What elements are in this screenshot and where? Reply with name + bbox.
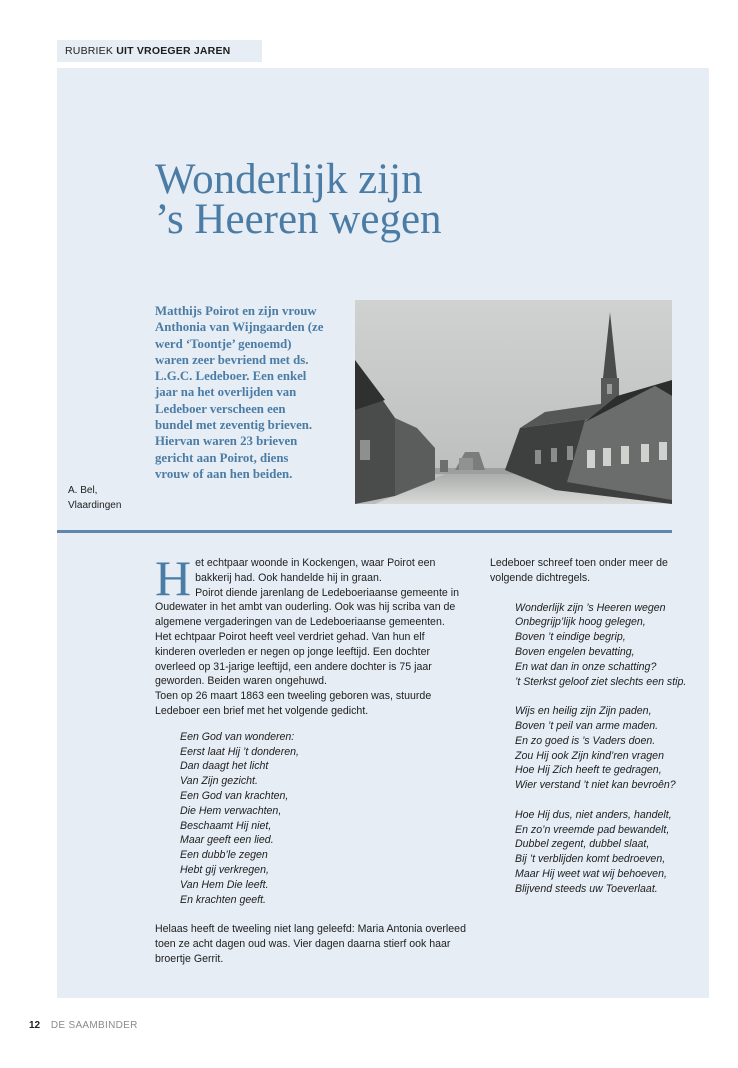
poem-line: Hebt gij verkregen, (180, 863, 269, 876)
body-paragraph-5: Helaas heeft de tweeling niet lang geleefd: Maria Antonia overleed toen ze acht dagen oud was. Vier dagen daarna stierf ook haar broertje Gerrit. (155, 923, 466, 965)
poem-line: Maar Hij weet wat wij behoeven, (515, 867, 667, 880)
poem-line: Bij ’t verblijden komt bedroeven, (515, 853, 666, 866)
village-street-photo (355, 300, 672, 504)
poem-line: Zou Hij ook Zijn kind’ren vragen (515, 749, 664, 762)
rubric-label (57, 40, 262, 62)
poem-line: Wonderlijk zijn ’s Heeren wegen (515, 601, 666, 614)
rubric-prefix: RUBRIEK (65, 45, 114, 57)
poem-line: En zo’n vreemde pad bewandelt, (515, 823, 670, 836)
poem-stanza-1 (515, 601, 702, 690)
poem-line: Hoe Hij Zich heeft te gedragen, (515, 764, 662, 777)
poem-line: Eerst laat Hij ’t donderen, (180, 745, 299, 758)
page-footer (29, 1020, 138, 1031)
poem-line: Boven ’t peil van arme maden. (515, 719, 659, 732)
poem-line: ’t Sterkst geloof ziet slechts een stip. (515, 675, 687, 688)
rubric-title: UIT VROEGER JAREN (116, 45, 231, 57)
poem-line: Boven engelen bevatting, (515, 645, 635, 658)
drop-cap: H (155, 550, 192, 606)
poem-line: Dan daagt het licht (180, 760, 269, 773)
poem-line: Dubbel zegent, dubbel slaat, (515, 838, 650, 851)
body-paragraph-1 (155, 550, 467, 606)
article-intro: Matthijs Poirot en zijn vrouw Anthonia van Wijngaarden (ze werd ‘Toontje’ genoemd) waren zeer bevriend met ds. L.G.C. Ledeboer. Een enkel jaar na het overlijden van Ledeboer verscheen een bundel met zeventig brieven. Hiervan waren 23 brieven gericht aan Poirot, diens vrouw of aan hen beiden. (155, 304, 324, 481)
poem-line: Een God van wonderen: (180, 730, 295, 743)
poem-line: En zo goed is ’s Vaders doen. (515, 734, 656, 747)
article-column-right (490, 556, 702, 897)
poem-line: En krachten geeft. (180, 893, 266, 906)
column-right-intro: Ledeboer schreef toen onder meer de volgende dichtregels. (490, 557, 668, 584)
poem-twins (180, 730, 467, 908)
article-column-left (155, 550, 467, 967)
poem-line: Onbegrijp’lijk hoog gelegen, (515, 616, 646, 629)
poem-line: Van Zijn gezicht. (180, 775, 258, 788)
poem-stanza-2 (515, 704, 702, 793)
poem-line: Een God van krachten, (180, 789, 289, 802)
section-divider (57, 530, 672, 533)
poem-stanza-3 (515, 808, 702, 897)
body-paragraph-4: Toen op 26 maart 1863 een tweeling geboren was, stuurde Ledeboer een brief met het volgende gedicht. (155, 690, 432, 717)
body-paragraph-1-text: et echtpaar woonde in Kockengen, waar Poirot een bakkerij had. Ook handelde hij in graan. (195, 557, 436, 584)
poem-line: Beschaamt Hij niet, (180, 819, 272, 832)
poem-line: Blijvend steeds uw Toeverlaat. (515, 882, 658, 895)
page-number: 12 (29, 1020, 41, 1031)
poem-line: Hoe Hij dus, niet anders, handelt, (515, 808, 672, 821)
poem-line: Een dubb’le zegen (180, 849, 268, 862)
poem-line: Wijs en heilig zijn Zijn paden, (515, 705, 652, 718)
author-name: A. Bel, (68, 485, 98, 496)
author-place: Vlaardingen (68, 500, 122, 511)
poem-line: Maar geeft een lied. (180, 834, 274, 847)
poem-line: Die Hem verwachten, (180, 804, 282, 817)
poem-line: En wat dan in onze schatting? (515, 660, 657, 673)
body-paragraph-2: Poirot diende jarenlang de Ledeboeriaanse gemeente in Oudewater in het ambt van ouderling. Ook was hij scriba van de algemene vergaderingen van de Ledeboeriaanse gemeenten. (155, 586, 459, 629)
poem-line: Boven ’t eindige begrip, (515, 631, 626, 644)
poem-line: Van Hem Die leeft. (180, 878, 269, 891)
poem-line: Wier verstand ’t niet kan bevroên? (515, 779, 676, 792)
article-title: Wonderlijk zijn ’s Heeren wegen (155, 156, 442, 243)
publication-name: DE SAAMBINDER (50, 1020, 138, 1031)
body-paragraph-3: Het echtpaar Poirot heeft veel verdriet gehad. Van hun elf kinderen overleden er negen op jonge leeftijd. Een dochter overleed op 31-jarige leeftijd, een andere dochter is 75 jaar geworden. Beiden waren ongehuwd. (155, 630, 432, 688)
author-credit (68, 483, 121, 513)
